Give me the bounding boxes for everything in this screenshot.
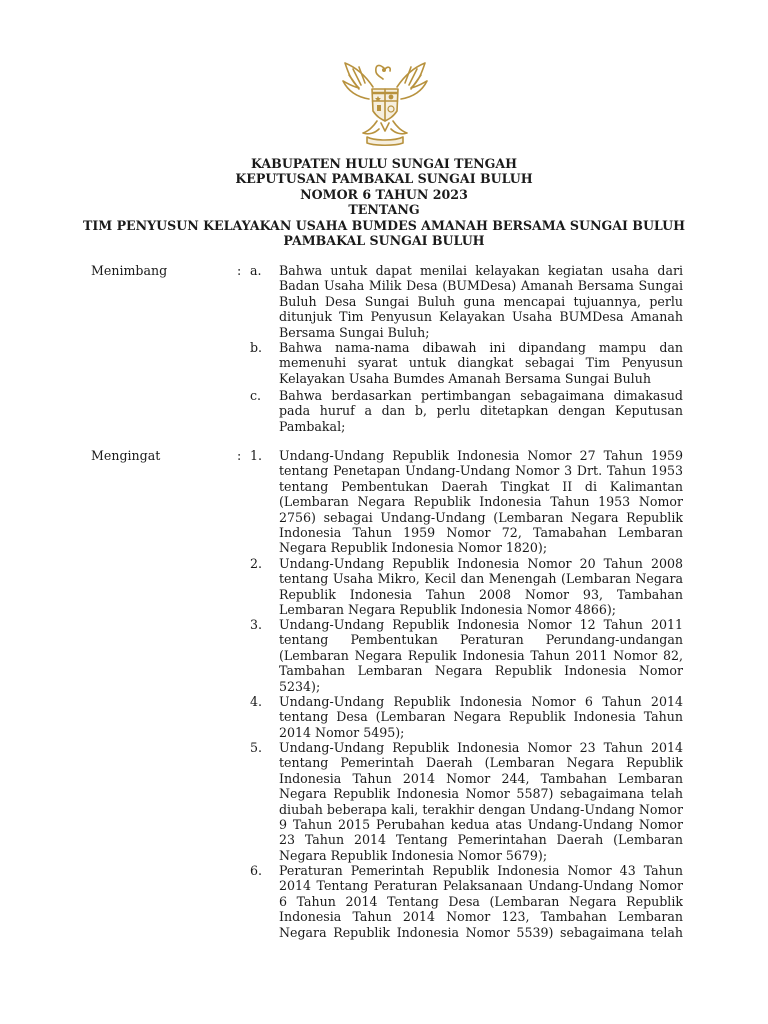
item-line: Negara Republik Indonesia Nomor 1820); xyxy=(279,540,548,556)
item-line: Bahwa untuk dapat menilai kelayakan kegiatan usaha dari xyxy=(279,263,683,278)
about-label: TENTANG xyxy=(348,202,420,218)
item-line: Bahwa berdasarkan pertimbangan sebagaimana dimakasud xyxy=(279,388,683,403)
decree-title: KEPUTUSAN PAMBAKAL SUNGAI BULUH xyxy=(235,171,533,187)
item-line: Badan Usaha Milik Desa (BUMDesa) Amanah Bersama Sungai xyxy=(279,278,683,294)
decree-issuer: PAMBAKAL SUNGAI BULUH xyxy=(283,233,485,249)
item-line: Indonesia Tahun 1959 Nomor 72, Tamabahan Lembaran xyxy=(279,524,683,540)
item-line: Undang-Undang Republik Indonesia Nomor 23 Tahun 2014 xyxy=(279,740,683,755)
regency-name: KABUPATEN HULU SUNGAI TENGAH xyxy=(250,156,518,171)
item-line: Undang-Undang Republik Indonesia Nomor 20 Tahun 2008 xyxy=(279,556,683,571)
item-marker: 6. xyxy=(250,863,263,878)
item-line: Indonesia Tahun 2014 Nomor 244, Tambahan Lembaran xyxy=(279,770,683,786)
item-line: Bahwa nama-nama dibawah ini dipandang mampu dan xyxy=(279,340,683,355)
mengingat-item-4 xyxy=(250,694,683,740)
item-marker: 2. xyxy=(250,556,263,571)
item-line: Negara Republik Indonesia Nomor 5587) sebagaimana telah xyxy=(279,786,683,802)
document-heading xyxy=(60,156,708,248)
mengingat-item-6 xyxy=(250,863,683,940)
item-line: memenuhi syarat untuk diangkat sebagai Tim Penyusun xyxy=(279,355,683,371)
mengingat-colon: : xyxy=(237,448,242,463)
item-line: Buluh Desa Sungai Buluh guna mencapai tujuannya, perlu xyxy=(279,293,683,309)
garuda-emblem-icon xyxy=(339,55,431,149)
item-line: Undang-Undang Republik Indonesia Nomor 12 Tahun 2011 xyxy=(279,617,683,632)
item-line: Undang-Undang Republik Indonesia Nomor 27 Tahun 1959 xyxy=(279,448,683,463)
item-marker: c. xyxy=(250,388,262,403)
item-line: tentang Pembentukan Daerah Tingkat II di Kalimantan xyxy=(279,478,683,494)
item-line: (Lembaran Negara Repulik Indonesia Tahun 2011 Nomor 82, xyxy=(279,647,683,663)
mengingat-item-5 xyxy=(250,740,683,863)
item-line: Negara Republik Indonesia Nomor 5539) sebagaimana telah xyxy=(279,924,683,940)
item-marker: b. xyxy=(250,340,263,355)
item-line: 6 Tahun 2014 Tentang Desa (Lembaran Negara Republik xyxy=(279,893,683,909)
item-line: Undang-Undang Republik Indonesia Nomor 6 Tahun 2014 xyxy=(279,694,683,709)
item-line: 23 Tahun 2014 Tentang Pemerintahan Daerah (Lembaran xyxy=(279,832,683,848)
menimbang-colon: : xyxy=(237,263,242,278)
item-line: 2756) sebagai Undang-Undang (Lembaran Negara Republik xyxy=(279,509,683,525)
item-line: Bersama Sungai Buluh; xyxy=(279,324,430,340)
item-line: 9 Tahun 2015 Perubahan kedua atas Undang-Undang Nomor xyxy=(279,816,683,832)
menimbang-item-c xyxy=(250,388,683,434)
item-line: (Lembaran Negara Republik Indonesia Tahun 1953 Nomor xyxy=(279,494,683,510)
item-line: Lembaran Negara Republik Indonesia Nomor 4866); xyxy=(279,602,617,618)
item-line: Peraturan Pemerintah Republik Indonesia Nomor 43 Tahun xyxy=(279,863,683,878)
item-line: Pambakal; xyxy=(279,418,346,434)
item-line: tentang Usaha Mikro, Kecil dan Menengah (Lembaran Negara xyxy=(279,571,683,587)
item-line: 5234); xyxy=(279,678,321,694)
item-marker: 5. xyxy=(250,740,263,755)
item-marker: 1. xyxy=(250,448,263,463)
item-line: diubah beberapa kali, terakhir dengan Undang-Undang Nomor xyxy=(279,801,683,817)
menimbang-label: Menimbang xyxy=(91,263,168,278)
item-line: 2014 Tentang Peraturan Pelaksanaan Undang-Undang Nomor xyxy=(279,878,683,894)
mengingat-item-2 xyxy=(250,556,683,618)
item-line: tentang Penetapan Undang-Undang Nomor 3 Drt. Tahun 1953 xyxy=(279,463,683,479)
item-line: tentang Desa (Lembaran Negara Republik Indonesia Tahun xyxy=(279,709,683,725)
item-line: tentang Pemerintah Daerah (Lembaran Negara Republik xyxy=(279,755,683,771)
item-line: ditunjuk Tim Penyusun Kelayakan Usaha BUMDesa Amanah xyxy=(279,309,683,325)
item-marker: 3. xyxy=(250,617,263,632)
mengingat-item-3 xyxy=(250,617,683,694)
menimbang-item-a xyxy=(250,263,683,340)
item-line: Negara Republik Indonesia Nomor 5679); xyxy=(279,847,548,863)
item-line: Indonesia Tahun 2014 Nomor 123, Tambahan Lembaran xyxy=(279,909,683,925)
item-line: Republik Indonesia Tahun 2008 Nomor 93, Tambahan xyxy=(279,586,683,602)
item-line: 2014 Nomor 5495); xyxy=(279,724,405,740)
mengingat-item-1 xyxy=(250,448,683,556)
decree-subject: TIM PENYUSUN KELAYAKAN USAHA BUMDES AMANAH BERSAMA SUNGAI BULUH xyxy=(83,217,685,233)
item-line: Tambahan Lembaran Negara Republik Indonesia Nomor xyxy=(279,663,683,679)
menimbang-item-b xyxy=(250,340,683,386)
item-marker: 4. xyxy=(250,694,263,709)
item-line: pada huruf a dan b, perlu ditetapkan dengan Keputusan xyxy=(279,403,683,419)
item-line: tentang Pembentukan Peraturan Perundang-undangan xyxy=(279,632,683,648)
item-marker: a. xyxy=(250,263,262,278)
item-line: Kelayakan Usaha Bumdes Amanah Bersama Sungai Buluh xyxy=(279,370,651,386)
mengingat-label: Mengingat xyxy=(91,448,161,463)
decree-number: NOMOR 6 TAHUN 2023 xyxy=(300,186,468,202)
